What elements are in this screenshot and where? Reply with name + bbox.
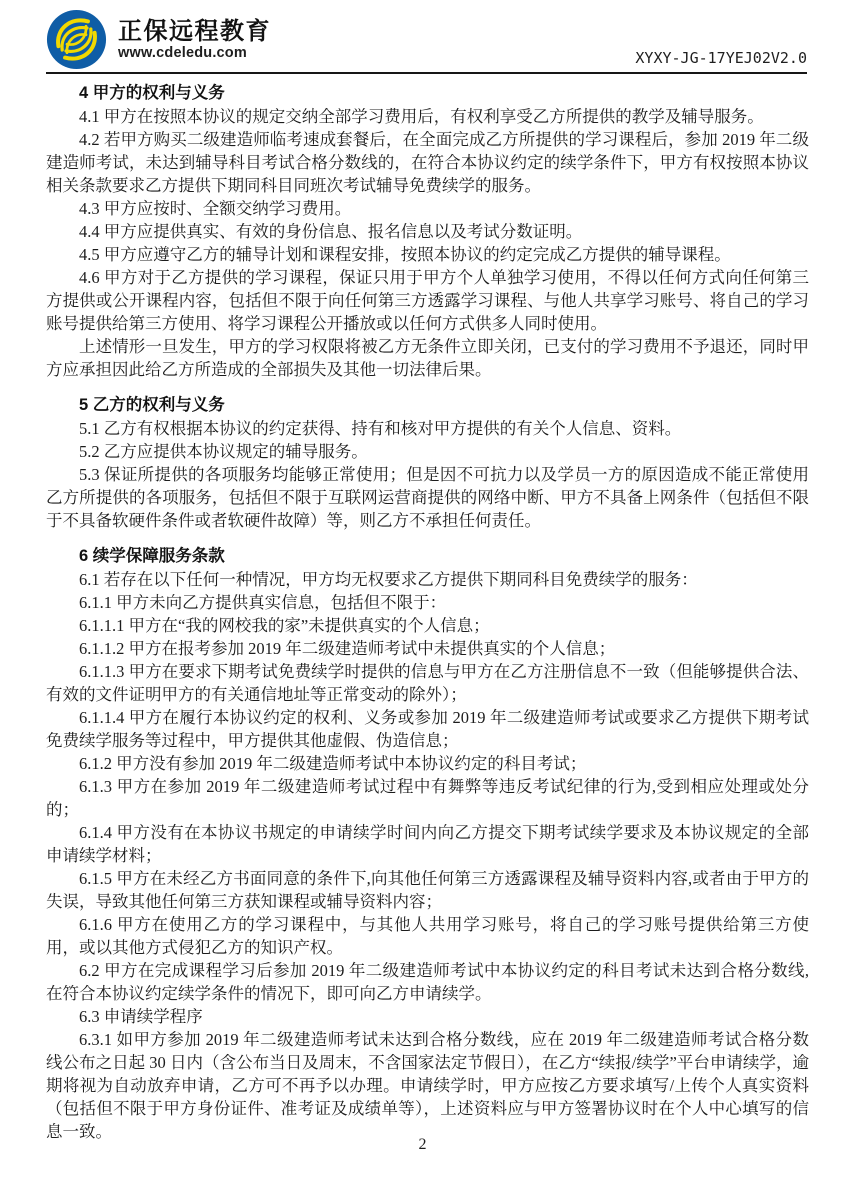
contract-paragraph: 6.1.1.4 甲方在履行本协议约定的权利、义务或参加 2019 年二级建造师考试或要求乙方提供下期考试免费续学服务等过程中，甲方提供其他虚假、伪造信息； <box>46 708 809 750</box>
contract-paragraph: 6.1.6 甲方在使用乙方的学习课程中，与其他人共用学习账号，将自己的学习账号提供给第三方使用，或以其他方式侵犯乙方的知识产权。 <box>46 915 809 957</box>
contract-section <box>46 545 809 1143</box>
contract-paragraph: 4.1 甲方在按照本协议的规定交纳全部学习费用后，有权利享受乙方所提供的教学及辅导服务。 <box>79 107 764 126</box>
contract-paragraph: 6.1.2 甲方没有参加 2019 年二级建造师考试中本协议约定的科目考试； <box>79 754 587 773</box>
page-number: 2 <box>418 1136 427 1153</box>
contract-paragraph: 5.2 乙方应提供本协议规定的辅导服务。 <box>79 442 368 461</box>
document-body <box>0 74 845 1143</box>
contract-paragraph: 6.1 若存在以下任何一种情况，甲方均无权要求乙方提供下期同科目免费续学的服务： <box>79 570 698 589</box>
contract-paragraph: 上述情形一旦发生，甲方的学习权限将被乙方无条件立即关闭，已支付的学习费用不予退还，同时甲方应承担因此给乙方所造成的全部损失及其他一切法律后果。 <box>46 337 809 379</box>
contract-paragraph: 6.1.1.3 甲方在要求下期考试免费续学时提供的信息与甲方在乙方注册信息不一致（但能够提供合法、有效的文件证明甲方的有关通信地址等正常变动的除外）； <box>46 662 809 704</box>
contract-paragraph: 5.1 乙方有权根据本协议的约定获得、持有和核对甲方提供的有关个人信息、资料。 <box>79 419 682 438</box>
contract-paragraph: 6.1.4 甲方没有在本协议书规定的申请续学时间内向乙方提交下期考试续学要求及本协议规定的全部申请续学材料； <box>46 823 809 865</box>
document-code: XYXY-JG-17YEJ02V2.0 <box>635 49 807 67</box>
contract-paragraph: 6.3 申请续学程序 <box>79 1007 203 1026</box>
page-footer <box>0 1136 845 1154</box>
contract-paragraph: 4.5 甲方应遵守乙方的辅导计划和课程安排，按照本协议的约定完成乙方提供的辅导课程。 <box>79 245 731 264</box>
contract-paragraph: 6.1.1.2 甲方在报考参加 2019 年二级建造师考试中未提供真实的个人信息； <box>79 639 616 658</box>
page-header <box>46 0 807 74</box>
contract-paragraph: 6.1.5 甲方在未经乙方书面同意的条件下,向其他任何第三方透露课程及辅导资料内容,或者由于甲方的失误，导致其他任何第三方获知课程或辅导资料内容； <box>46 869 809 911</box>
contract-paragraph: 4.3 甲方应按时、全额交纳学习费用。 <box>79 199 352 218</box>
contract-paragraph: 6.3.1 如甲方参加 2019 年二级建造师考试未达到合格分数线，应在 2019 年二级建造师考试合格分数线公布之日起 30 日内（含公布当日及周末，不含国家法定节假日），在乙方“续报/续学”平台申请续学，逾期将视为自动放弃申请，乙方可不再予以办理。申请续学时，甲方应按乙方要求填写/上传个人真实资料（包括但不限于甲方身份证件、准考证及成绩单等），上述资料应与甲方签署协议时在个人中心填写的信息一致。 <box>46 1030 809 1141</box>
section-heading: 4 甲方的权利与义务 <box>79 84 225 102</box>
contract-paragraph: 4.2 若甲方购买二级建造师临考速成套餐后，在全面完成乙方所提供的学习课程后，参加 2019 年二级建造师考试，未达到辅导科目考试合格分数线的，在符合本协议约定的续学条件下，甲方有权按照本协议相关条款要求乙方提供下期同科目同班次考试辅导免费续学的服务。 <box>46 130 809 195</box>
section-heading: 6 续学保障服务条款 <box>79 547 225 565</box>
contract-paragraph: 4.4 甲方应提供真实、有效的身份信息、报名信息以及考试分数证明。 <box>79 222 583 241</box>
contract-paragraph: 6.1.1.1 甲方在“我的网校我的家”未提供真实的个人信息； <box>79 616 490 635</box>
contract-paragraph: 6.1.3 甲方在参加 2019 年二级建造师考试过程中有舞弊等违反考试纪律的行为,受到相应处理或处分的； <box>46 777 809 819</box>
contract-paragraph: 6.2 甲方在完成课程学习后参加 2019 年二级建造师考试中本协议约定的科目考试未达到合格分数线,在符合本协议约定续学条件的情况下，即可向乙方申请续学。 <box>46 961 809 1003</box>
contract-paragraph: 5.3 保证所提供的各项服务均能够正常使用；但是因不可抗力以及学员一方的原因造成不能正常使用乙方所提供的各项服务，包括但不限于互联网运营商提供的网络中断、甲方不具备上网条件（包括但不限于不具备软硬件条件或者软硬件故障）等，则乙方不承担任何责任。 <box>46 465 809 530</box>
contract-section <box>46 82 809 381</box>
contract-section <box>46 394 809 532</box>
section-heading: 5 乙方的权利与义务 <box>79 396 225 414</box>
brand-logo-icon <box>46 9 107 70</box>
brand-block <box>46 9 271 72</box>
contract-paragraph: 4.6 甲方对于乙方提供的学习课程，保证只用于甲方个人单独学习使用，不得以任何方式向任何第三方提供或公开课程内容，包括但不限于向任何第三方透露学习课程、与他人共享学习账号、将自己的学习账号提供给第三方使用、将学习课程公开播放或以任何方式供多人同时使用。 <box>46 268 809 333</box>
brand-url: www.cdeledu.com <box>118 45 247 62</box>
brand-name: 正保远程教育 <box>118 17 271 45</box>
contract-paragraph: 6.1.1 甲方未向乙方提供真实信息，包括但不限于： <box>79 593 447 612</box>
brand-text <box>118 18 271 62</box>
